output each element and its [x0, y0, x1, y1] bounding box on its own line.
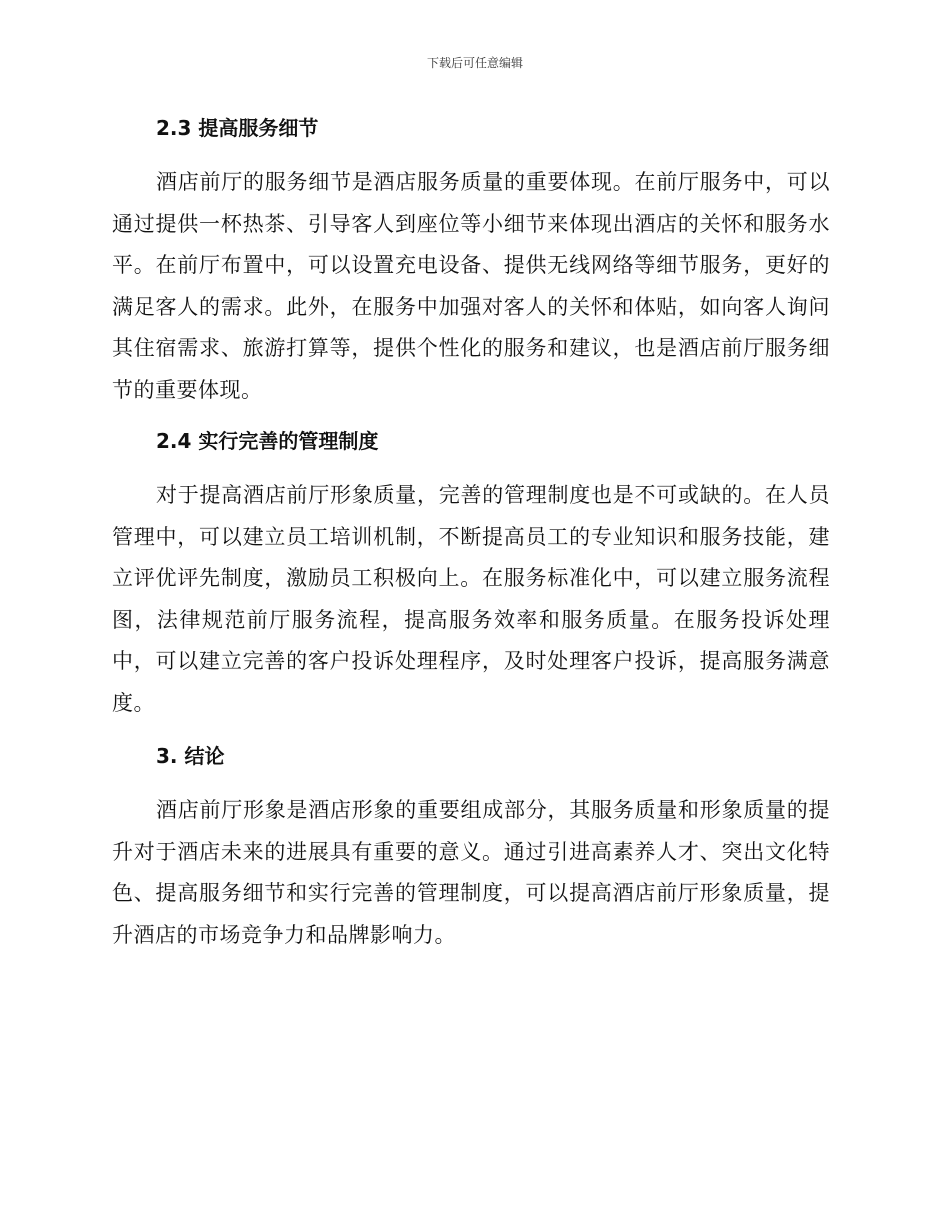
section-heading-conclusion: 3. 结论: [156, 744, 225, 768]
section-heading-2-3: 2.3 提高服务细节: [156, 116, 319, 140]
section-paragraph-conclusion: 酒店前厅形象是酒店形象的重要组成部分，其服务质量和形象质量的提升对于酒店未来的进展具有重要的意义。通过引进高素养人才、突出文化特色、提高服务细节和实行完善的管理制度，可以提高酒店前厅形象质量，提升酒店的市场竞争力和品牌影响力。: [112, 798, 830, 947]
section-paragraph-2-3: 酒店前厅的服务细节是酒店服务质量的重要体现。在前厅服务中，可以通过提供一杯热茶、引导客人到座位等小细节来体现出酒店的关怀和服务水平。在前厅布置中，可以设置充电设备、提供无线网络等细节服务，更好的满足客人的需求。此外，在服务中加强对客人的关怀和体贴，如向客人询问其住宿需求、旅游打算等，提供个性化的服务和建议，也是酒店前厅服务细节的重要体现。: [112, 170, 830, 402]
section-paragraph-2-4: 对于提高酒店前厅形象质量，完善的管理制度也是不可或缺的。在人员管理中，可以建立员工培训机制，不断提高员工的专业知识和服务技能，建立评优评先制度，激励员工积极向上。在服务标准化中，可以建立服务流程图，法律规范前厅服务流程，提高服务效率和服务质量。在服务投诉处理中，可以建立完善的客户投诉处理程序，及时处理客户投诉，提高服务满意度。: [112, 483, 830, 715]
page-header: 下载后可任意编辑: [426, 56, 523, 70]
document-body: [112, 112, 830, 956]
section-heading-2-4: 2.4 实行完善的管理制度: [156, 429, 379, 453]
